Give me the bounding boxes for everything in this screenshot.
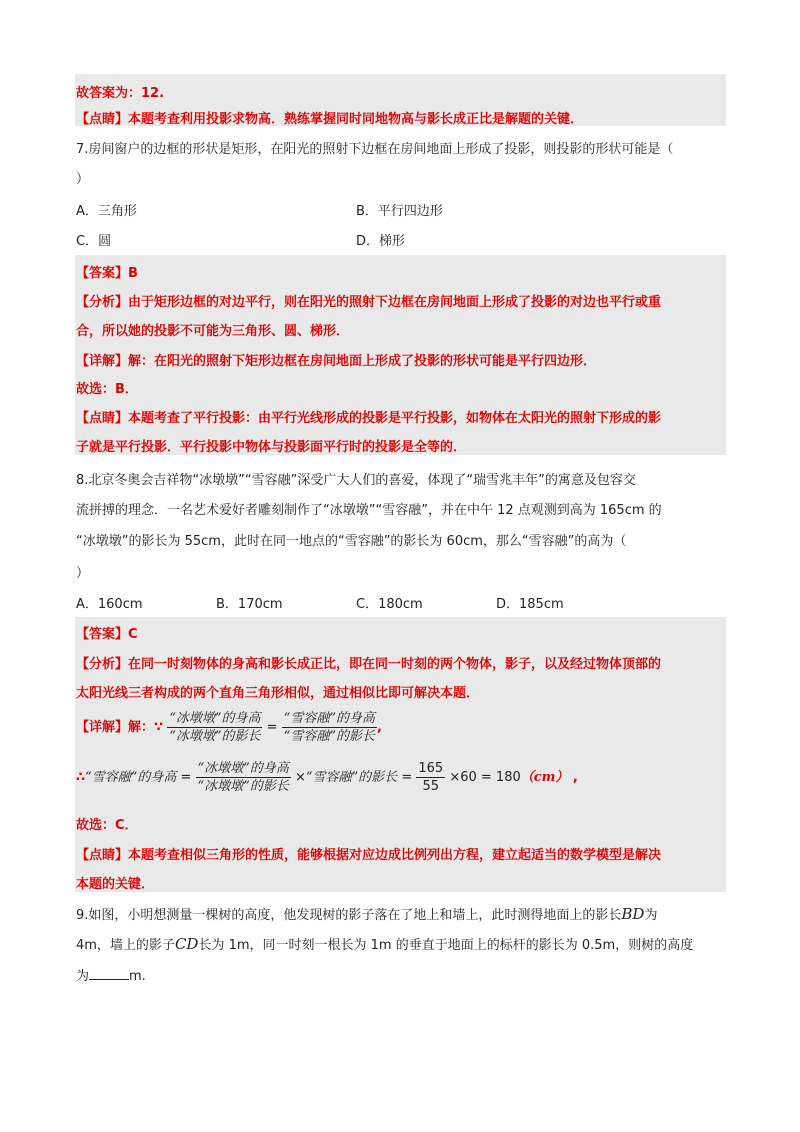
eq2-unit: （cm） — [520, 770, 569, 785]
q7-option-d: D．梯形 — [356, 234, 406, 249]
q9-line2-text: 4m，墙上的影子 — [76, 938, 175, 953]
q9-stem-line-2 — [76, 934, 693, 953]
q6-final-answer: 故答案为：12. — [76, 86, 165, 101]
eq2-result: ×60 = 180 — [449, 770, 521, 785]
q8-choice: 故选：C． — [76, 818, 138, 833]
var-bd: BD — [621, 905, 645, 923]
q7-option-b: B．平行四边形 — [356, 204, 443, 219]
q7-choice: 故选：B． — [76, 382, 138, 397]
q8-stem-line-3: “冰墩墩”的影长为 55cm，此时在同一地点的“雪容融”的影长为 60cm，那么“雪容融”的高为（ — [76, 534, 627, 549]
q7-comment-line-2: 子就是平行投影．平行投影中物体与投影面平行时的投影是全等的． — [76, 440, 467, 455]
q8-option-b: B．170cm — [216, 597, 283, 612]
equals-sign: = — [401, 770, 413, 785]
q8-answer: 【答案】C — [76, 627, 138, 642]
q9-stem-line-3 — [76, 965, 146, 984]
eq1-left-denominator: “冰墩墩”的影长 — [169, 729, 261, 744]
q8-detail-prefix: 【详解】解：∵ — [76, 720, 164, 735]
q8-stem-line-1: 8.北京冬奥会吉祥物“冰墩墩”“雪容融”深受广大人们的喜爱，体现了“瑞雪兆丰年”的寓意及包容交 — [76, 473, 636, 488]
q8-comment-line-2: 本题的关键． — [76, 877, 155, 892]
q8-stem-line-4: ） — [76, 566, 90, 581]
q8-option-c: C．180cm — [356, 597, 423, 612]
q6-comment: 【点睛】本题考查利用投影求物高．熟练掌握同时同地物高与影长成正比是解题的关键． — [76, 112, 584, 127]
eq1-right-fraction — [282, 710, 377, 745]
q8-detail-equation-2: ∴“雪容融”的身高 = $\frac{\text{“冰墩墩”的身高}}{\text{“冰墩墩”的影长}}$ ×“雪容融”的影长 = $\frac{165}{55}$ ×60 = 180（cm） , — [76, 761, 578, 794]
q7-stem-line-1: 7.房间窗户的边框的形状是矩形，在阳光的照射下边框在房间地面上形成了投影，则投影的形状可能是（ — [76, 142, 674, 157]
eq1-right-denominator: “雪容融”的影长 — [283, 729, 375, 744]
therefore-symbol: ∴ — [76, 770, 86, 785]
q7-stem-line-2: ） — [76, 172, 90, 187]
comma: , — [376, 720, 382, 735]
q9-line3-text: 为 — [76, 969, 90, 984]
q9-line3-unit: m. — [129, 969, 146, 984]
q7-analysis-line-1: 【分析】由于矩形边框的对边平行，则在阳光的照射下边框在房间地面上形成了投影的对边也平行或重 — [76, 295, 662, 310]
equals-sign: = — [266, 720, 278, 735]
eq2-numerator: 165 — [418, 761, 444, 776]
var-cd: CD — [174, 935, 199, 953]
eq2-ratio-fraction — [196, 760, 291, 795]
q7-analysis-line-2: 合，所以她的投影不可能为三角形、圆、梯形． — [76, 324, 350, 339]
q7-answer: 【答案】B — [76, 266, 138, 281]
q7-comment-line-1: 【点睛】本题考查了平行投影：由平行光线形成的投影是平行投影，如物体在太阳光的照射下形成的影 — [76, 411, 662, 426]
q9-line1-text: 9.如图，小明想测量一棵树的高度，他发现树的影子落在了地上和墙上，此时测得地面上的影长 — [76, 908, 622, 923]
q8-detail-equation-1 — [76, 710, 382, 745]
q8-analysis-line-1: 【分析】在同一时刻物体的身高和影长成正比，即在同一时刻的两个物体，影子，以及经过物体顶部的 — [76, 657, 662, 672]
eq1-right-numerator: “雪容融”的身高 — [283, 711, 375, 726]
q9-line2-tail: 长为 1m，同一时刻一根长为 1m 的垂直于地面上的标杆的影长为 0.5m，则树的高度 — [198, 938, 694, 953]
q7-option-a: A．三角形 — [76, 204, 137, 219]
q8-stem-line-2: 流拼搏的理念．一名艺术爱好者雕刻制作了“冰墩墩”“雪容融”，并在中午 12 点观测到高为 165cm 的 — [76, 503, 662, 518]
eq2-lhs: “雪容融”的身高 — [85, 770, 177, 785]
answer-blank[interactable] — [89, 967, 129, 980]
q9-stem-line-1 — [76, 904, 657, 923]
eq2-denominator: 55 — [422, 779, 440, 794]
eq2-mid: “雪容融”的影长 — [305, 770, 398, 785]
eq2-number-fraction — [416, 760, 445, 795]
q8-analysis-line-2: 太阳光线三者构成的两个直角三角形相似，通过相似比即可解决本题． — [76, 686, 480, 701]
equals-sign: = — [180, 770, 192, 785]
q7-option-c: C．圆 — [76, 234, 112, 249]
q9-line1-tail: 为 — [644, 908, 658, 923]
q8-comment-line-1: 【点睛】本题考查相似三角形的性质，能够根据对应边成比例列出方程，建立起适当的数学模型是解决 — [76, 848, 662, 863]
eq1-left-fraction — [167, 710, 262, 745]
q7-detail: 【详解】解：在阳光的照射下矩形边框在房间地面上形成了投影的形状可能是平行四边形． — [76, 354, 597, 369]
q8-option-a: A．160cm — [76, 597, 143, 612]
eq2-ratio-denominator: “冰墩墩”的影长 — [197, 779, 289, 794]
q8-option-d: D．185cm — [496, 597, 564, 612]
eq1-left-numerator: “冰墩墩”的身高 — [169, 711, 261, 726]
eq2-ratio-numerator: “冰墩墩”的身高 — [197, 761, 289, 776]
times-sign: × — [294, 770, 306, 785]
